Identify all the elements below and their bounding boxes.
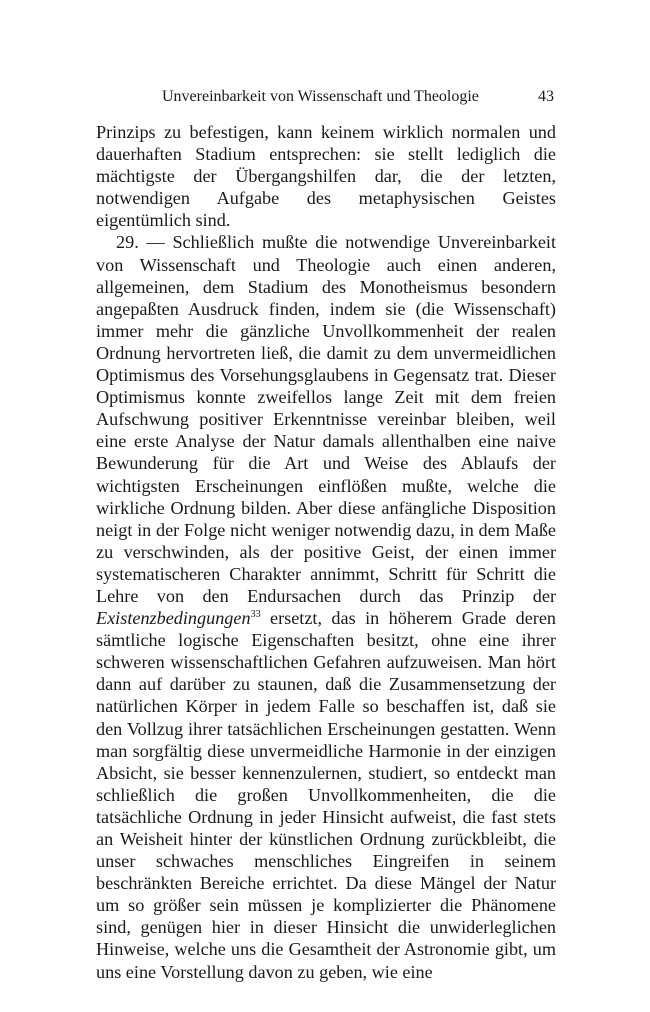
paragraph-text-before: 29. — Schließlich mußte die notwendige Unvereinbarkeit von Wissenschaft und Theologie auch einen anderen, allgemeinen, dem Stadium des Monotheismus besondern angepaßten Ausdruck finden, indem sie (die Wissenschaft) immer mehr die gänzliche Unvollkommenheit der realen Ordnung hervortreten ließ, die damit zu dem unvermeidlichen Optimismus des Vorsehungsglaubens in Gegensatz trat. Dieser Optimismus konnte zweifellos lange Zeit mit dem freien Aufschwung positiver Erkenntnisse vereinbar bleiben, weil eine erste Analyse der Natur damals allenthalben eine naive Bewunderung für die Art und Weise des Ablaufs der wichtigsten Erscheinungen einflößen mußte, welche die wirkliche Ordnung bilden. Aber diese anfängliche Disposition neigt in der Folge nicht weniger notwendig dazu, in dem Maße zu verschwinden, als der positive Geist, der einen immer systematischeren Charakter annimmt, Schritt für Schritt die Lehre von den Endursachen durch das Prinzip der [96, 232, 556, 606]
body-text [96, 121, 556, 983]
emphasis-term: Existenzbedingungen [96, 608, 251, 629]
footnote-marker: 33 [250, 609, 261, 620]
running-title: Unvereinbarkeit von Wissenschaft und Theologie [162, 88, 479, 105]
paragraph-continuation [96, 121, 556, 231]
paragraph-section-29 [96, 231, 556, 982]
running-header [96, 84, 556, 110]
paragraph-text: Prinzips zu befestigen, kann keinem wirklich normalen und dauerhaften Stadium entsprechen: sie stellt lediglich die mächtigste der Übergangshilfen dar, die der letzten, notwendigen Aufgabe des metaphysischen Geistes eigentümlich sind. [96, 122, 556, 231]
book-page [96, 84, 556, 983]
page-number: 43 [538, 88, 554, 105]
paragraph-text-after: ersetzt, das in höherem Grade deren sämtliche logische Eigenschaften besitzt, ohne eine ihrer schweren wissenschaftlichen Gefahren aufzuweisen. Man hört dann auf darüber zu staunen, daß die Zusammensetzung der natürlichen Körper in jedem Falle so beschaffen ist, daß sie den Vollzug ihrer tatsächlichen Erscheinungen gestatten. Wenn man sorgfältig diese unvermeidliche Harmonie in der einzigen Absicht, sie besser kennenzulernen, studiert, so entdeckt man schließlich die großen Unvollkommenheiten, die die tatsächliche Ordnung in jeder Hinsicht aufweist, die fast stets an Weisheit hinter der künstlichen Ordnung zurückbleibt, die unser schwaches menschliches Eingreifen in seinem beschränkten Bereiche errichtet. Da diese Mängel der Natur um so größer sein müssen je komplizierter die Phänomene sind, genügen hier in dieser Hinsicht die unwiderleglichen Hinweise, welche uns die Gesamtheit der Astronomie gibt, um uns eine Vorstellung davon zu geben, wie eine [96, 608, 556, 982]
